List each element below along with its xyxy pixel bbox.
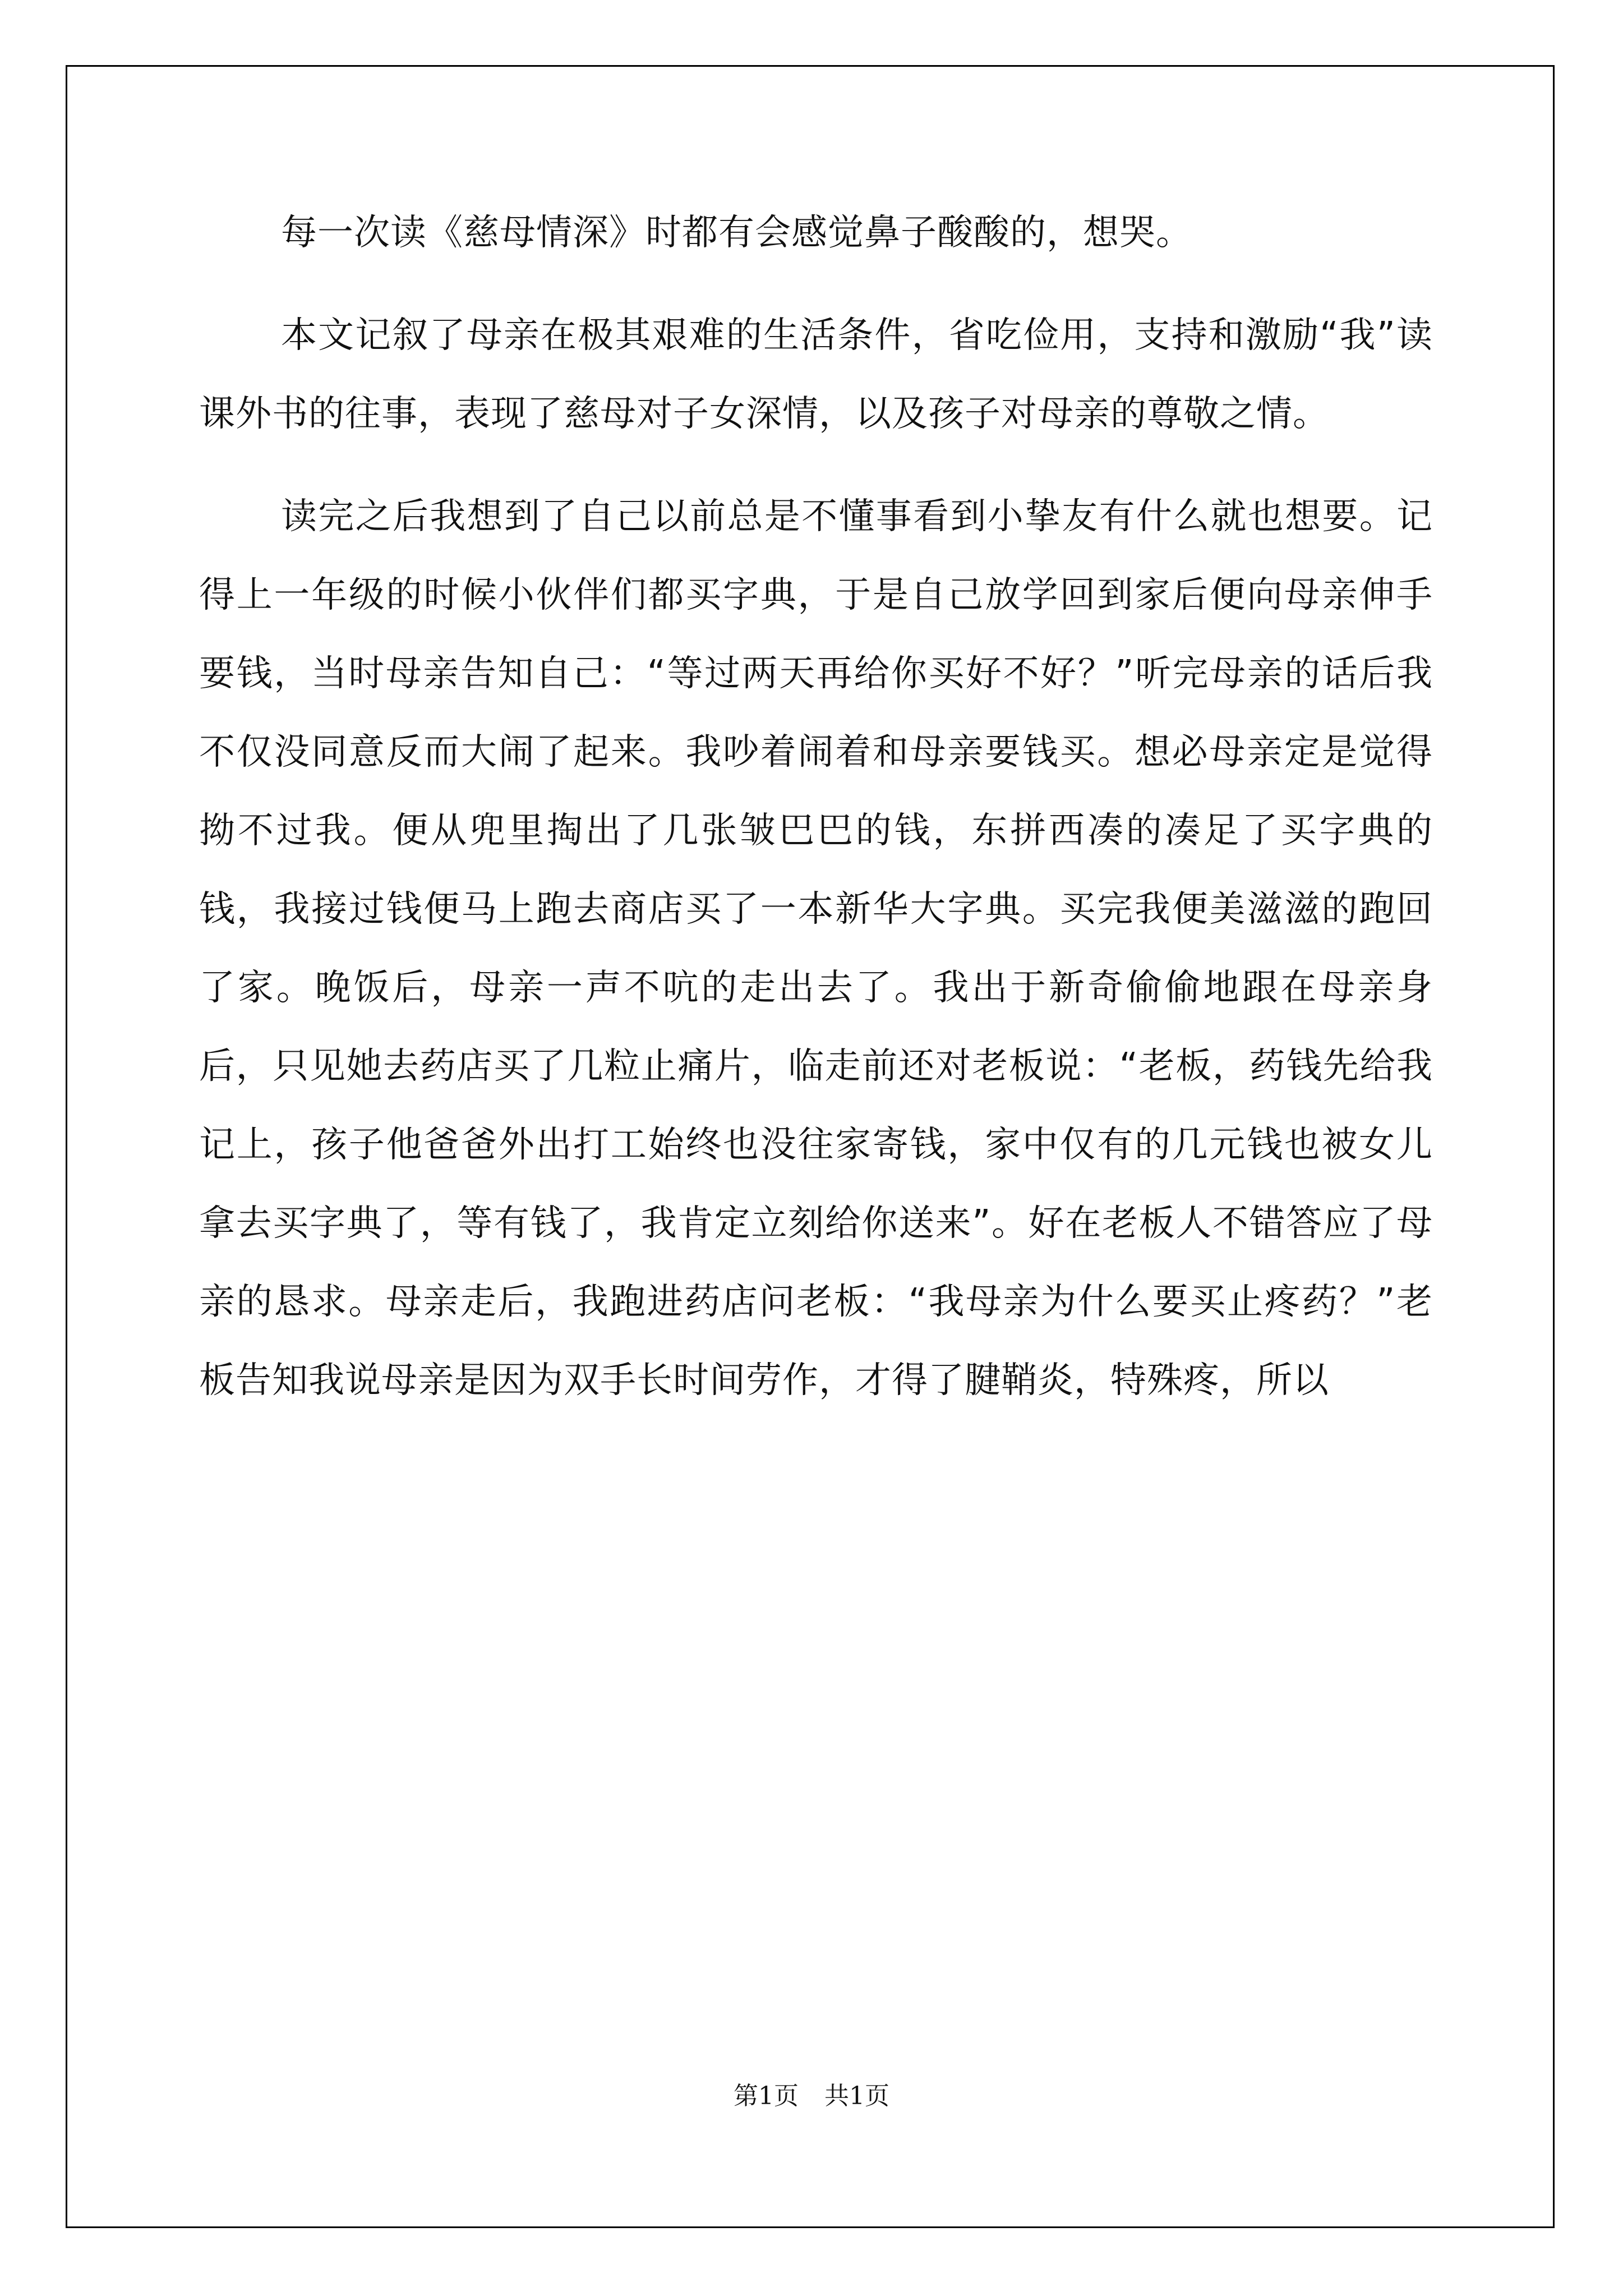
paragraph-2: 本文记叙了母亲在极其艰难的生活条件，省吃俭用，支持和激励“我”读课外书的往事，表现了慈母对子女深情，以及孩子对母亲的尊敬之情。	[199, 315, 1433, 435]
document-body	[199, 194, 1433, 1420]
paragraph-3: 读完之后我想到了自己以前总是不懂事看到小挚友有什么就也想要。记得上一年级的时候小伙伴们都买字典，于是自己放学回到家后便向母亲伸手要钱，当时母亲告知自己：“等过两天再给你买好不好？”听完母亲的话后我不仅没同意反而大闹了起来。我吵着闹着和母亲要钱买。想必母亲定是觉得拗不过我。便从兜里掏出了几张皱巴巴的钱，东拼西凑的凑足了买字典的钱，我接过钱便马上跑去商店买了一本新华大字典。买完我便美滋滋的跑回了家。晚饭后，母亲一声不吭的走出去了。我出于新奇偷偷地跟在母亲身后，只见她去药店买了几粒止痛片，临走前还对老板说：“老板，药钱先给我记上，孩子他爸爸外出打工始终也没往家寄钱，家中仅有的几元钱也被女儿拿去买字典了，等有钱了，我肯定立刻给你送来”。好在老板人不错答应了母亲的恳求。母亲走后，我跑进药店问老板：“我母亲为什么要买止疼药？”老板告知我说母亲是因为双手长时间劳作，才得了腱鞘炎，特殊疼，所以	[199, 496, 1433, 1401]
page-footer	[0, 2076, 1623, 2111]
page-number: 第1页	[734, 2082, 799, 2110]
page-total: 共1页	[824, 2082, 889, 2110]
paragraph-1: 每一次读《慈母情深》时都有会感觉鼻子酸酸的，想哭。	[281, 212, 1192, 254]
